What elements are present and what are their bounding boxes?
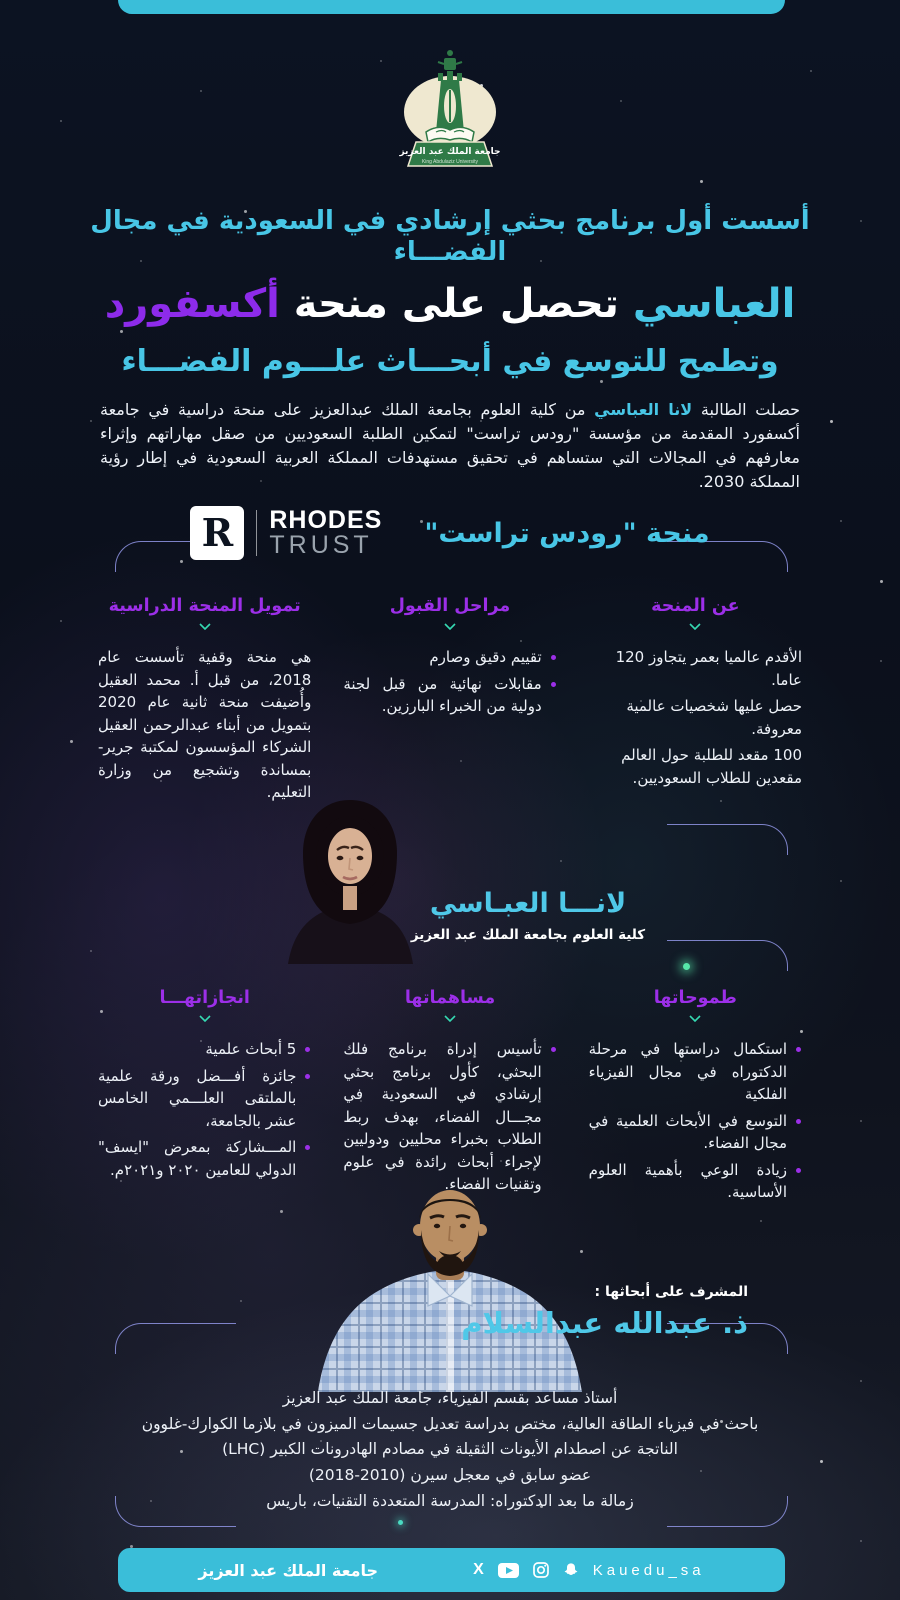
- list-item: هي منحة وقفية تأسست عام 2018، من قبل أ. محمد العقيل وأُضيفت منحة ثانية عام 2020 بتمويل من أبناء عبدالرحمن العقيل الشركاء المؤسسون لمكتبة جرير- بمساندة وتشجيع من وزارة التعليم.: [98, 648, 312, 801]
- column-grant-funding: [98, 596, 311, 808]
- supervisor-bio: [100, 1386, 800, 1515]
- bio-line: عضو سابق في معجل سيرن (2010-2018): [308, 1466, 592, 1485]
- rhodes-logo-icon: [190, 506, 244, 560]
- svg-text:King Abdulaziz University: King Abdulaziz University: [421, 159, 479, 165]
- intro-paragraph: [100, 398, 800, 494]
- footer-handle[interactable]: Kauedu_sa: [592, 1561, 705, 1579]
- corner-bracket: [115, 1323, 236, 1354]
- student-id-block: [408, 888, 648, 943]
- chevron-down-icon: [199, 623, 211, 630]
- rhodes-logo-wordmark: [269, 505, 383, 559]
- instagram-icon[interactable]: [533, 1562, 549, 1578]
- corner-bracket: [667, 940, 788, 971]
- youtube-icon[interactable]: [498, 1563, 519, 1578]
- intro-rest: من كلية العلوم بجامعة الملك عبدالعزيز على منحة دراسية في جامعة أكسفورد المقدمة من مؤسسة "رودس تراست" لتمكين الطلبة السعوديين من صقل مهاراتهم وإثراء معارفهم في المجالات التي ستساهم في تحقيق مستهدفات المملكة العربية السعودية في إطار رؤية المملكة 2030.: [100, 400, 800, 491]
- list-item: المـــشاركة بمعرض "ايسف" الدولي للعامين ٢٠٢٠ و٢٠٢١م.: [98, 1136, 311, 1181]
- headline-sub: وتطمح للتوسع في أبحـــاث علـــوم الفضـــاء: [121, 344, 779, 380]
- kau-logo: [378, 40, 522, 172]
- footer-university: جامعة الملك عبد العزيز: [198, 1560, 379, 1580]
- bio-line: باحث في فيزياء الطاقة العالية، مختص بدراسة تعديل جسيمات الميزون في بلازما الكوارك-غلوون: [141, 1414, 759, 1433]
- column-contributions: [343, 988, 556, 1208]
- supervisor-label: المشرف على أبحاثها :: [594, 1284, 748, 1300]
- column-title: طموحاتها: [653, 988, 737, 1008]
- footer-bar: [118, 1548, 785, 1592]
- student-name: لانـــا العبـاسي: [429, 888, 627, 919]
- column-title: مساهماتها: [404, 988, 496, 1008]
- list-item: مقابلات نهائية من قبل لجنة دولية من الخبراء البارزين.: [343, 673, 556, 718]
- student-affiliation: كلية العلوم بجامعة الملك عبد العزيز: [410, 927, 646, 944]
- column-title: تمويل المنحة الدراسية: [108, 596, 301, 616]
- trust-word: TRUST: [269, 531, 373, 559]
- intro-lead: حصلت الطالبة: [700, 400, 800, 419]
- snapchat-icon[interactable]: [563, 1562, 579, 1578]
- chevron-down-icon: [444, 623, 456, 630]
- chevron-down-icon: [199, 1015, 211, 1022]
- chevron-down-icon: [689, 623, 701, 630]
- logo-divider: [256, 510, 257, 556]
- headline-main: [50, 280, 850, 328]
- rhodes-columns: [98, 596, 802, 808]
- list-item: حصل عليها شخصيات عالمية معروفة.: [626, 697, 802, 738]
- kau-logo-icon: [378, 40, 522, 172]
- svg-text:جامعة الملك عبد العزيز: جامعة الملك عبد العزيز: [399, 147, 501, 157]
- list-item: تأسيس إدراة برنامج فلك البحثي، كأول برنامج بحثي إرشادي في السعودية في مجـــال الفضاء، بهدف ربط الطلاب بخبراء محليين ودوليين لإجراء أبحاث رائدة في علوم وتقنيات الفضاء.: [343, 1038, 556, 1196]
- list-item: تقييم دقيق وصارم: [343, 646, 556, 669]
- rhodes-word: RHODES: [269, 505, 383, 534]
- student-name-highlight: لانا العباسي: [594, 400, 693, 419]
- starfield-bright: [0, 0, 3, 3]
- supervisor-name: ذ. عبدالله عبدالسلام: [461, 1306, 748, 1340]
- rhodes-section-title: منحة "رودس تراست": [424, 517, 710, 549]
- list-item: الأقدم عالميا بعمر يتجاوز 120 عاما.: [615, 648, 802, 689]
- column-title: عن المنحة: [651, 596, 740, 616]
- column-title: مراحل القبول: [389, 596, 511, 616]
- headline-oxford: أكسفورد: [104, 281, 280, 328]
- rhodes-trust-logo: [190, 506, 382, 560]
- rhodes-logo-letter: R: [201, 510, 234, 555]
- corner-bracket: [667, 824, 788, 855]
- chevron-down-icon: [689, 1015, 701, 1022]
- bio-line: أستاذ مساعد بقسم الفيزياء، جامعة الملك عبد العزيز: [282, 1389, 618, 1407]
- student-columns: [98, 988, 802, 1208]
- x-icon[interactable]: X: [473, 1561, 484, 1578]
- list-item: 5 أبحاث علمية: [98, 1038, 311, 1061]
- headline-block: [50, 206, 850, 380]
- column-admission-stages: [343, 596, 556, 808]
- rhodes-section-header: [100, 506, 800, 560]
- list-item: جائزة أفـــضل ورقة علمية بالملتقى العلـــمي الخامس عشر بالجامعة،: [98, 1065, 311, 1133]
- list-item: زيادة الوعي بأهمية العلوم الأساسية.: [589, 1159, 802, 1204]
- list-item: 100 مقعد للطلبة حول العالم مقعدين للطلاب السعوديين.: [621, 746, 802, 787]
- column-about-grant: [589, 596, 802, 808]
- chevron-down-icon: [444, 1015, 456, 1022]
- bio-line: الناتجة عن اصطدام الأيونات الثقيلة في مصادم الهادرونات الكبير (LHC): [222, 1440, 678, 1459]
- column-title: انجازاتهـــا: [159, 988, 250, 1008]
- list-item: التوسع في الأبحاث العلمية في مجال الفضاء.: [589, 1110, 802, 1155]
- headline-surname: العباسي: [632, 281, 796, 328]
- column-achievements: [98, 988, 311, 1208]
- star-glow: [398, 1520, 403, 1525]
- headline-mid: تحصل على منحة: [293, 281, 619, 328]
- headline-kicker: أسست أول برنامج بحثي إرشادي في السعودية في مجال الفضـــاء: [90, 206, 810, 268]
- list-item: استكمال دراستها في مرحلة الدكتوراه في مجال الفيزياء الفلكية: [589, 1038, 802, 1106]
- bio-line: زمالة ما بعد الدكتوراه: المدرسة المتعددة التقنيات، باريس: [266, 1491, 634, 1510]
- footer-social: [473, 1562, 705, 1579]
- supervisor-heading: [461, 1284, 748, 1340]
- top-accent-bar: [118, 0, 785, 14]
- column-ambitions: [589, 988, 802, 1208]
